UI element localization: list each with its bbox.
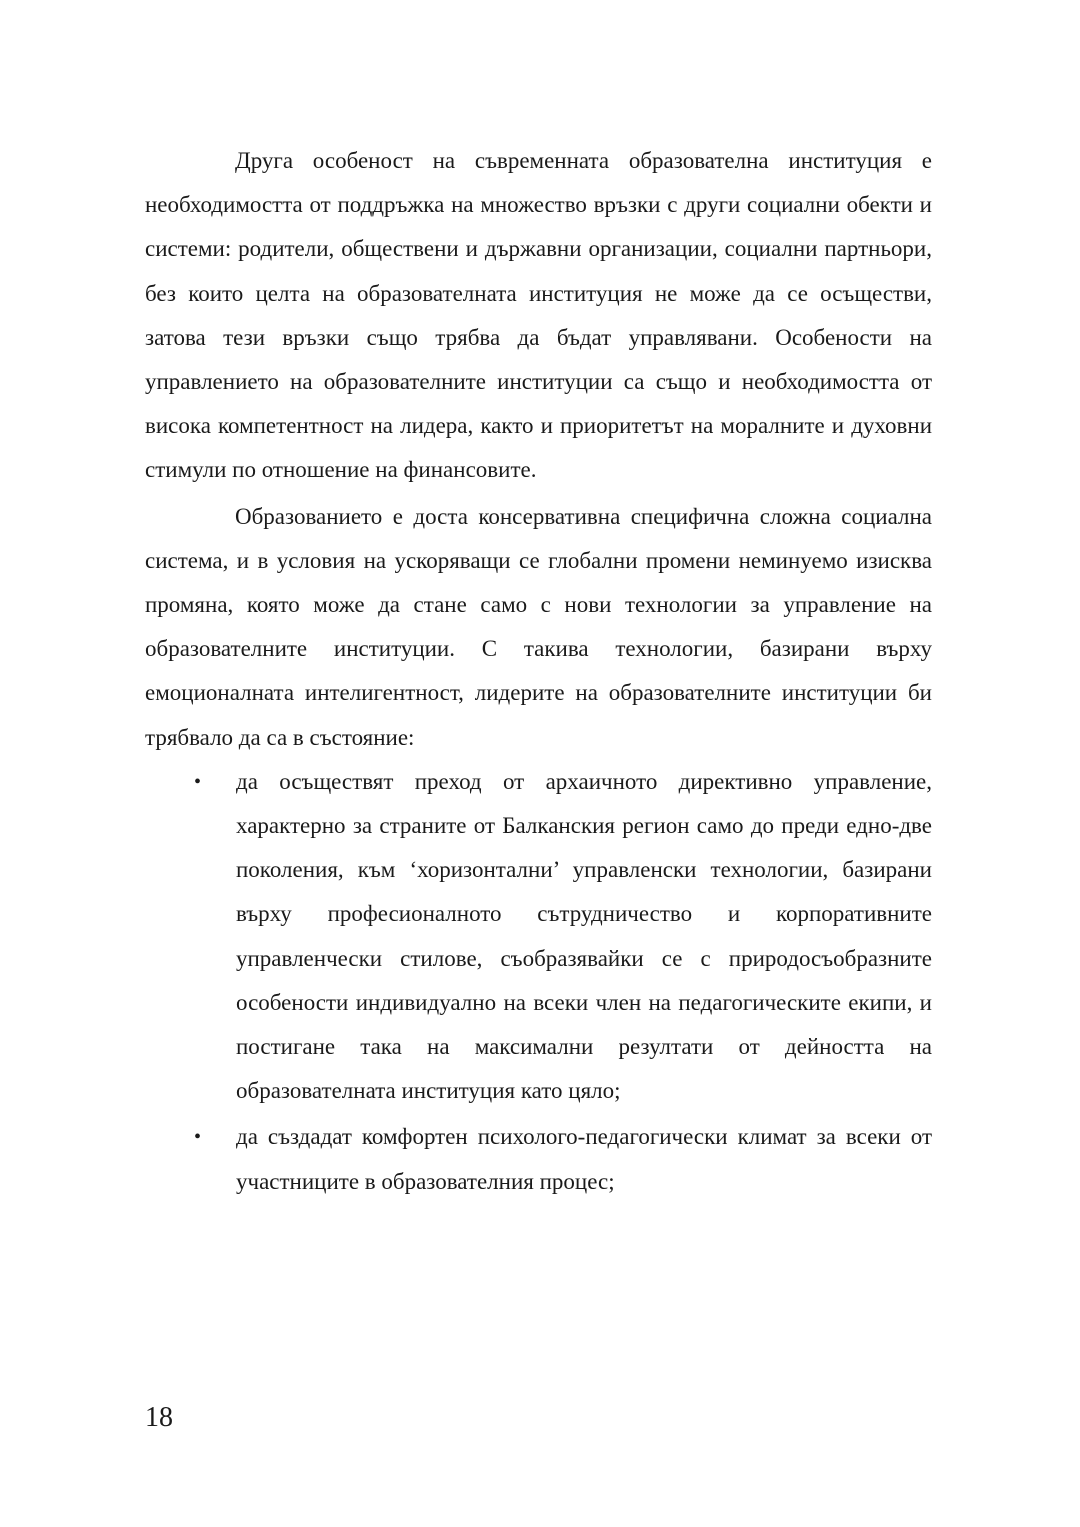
body-paragraph-2: Образованието е доста консервативна специфична сложна социална система, и в условия на ускоряващи се глобални промени неминуемо изисква промяна, която може да стане само с нови технологии за управление на образователните институции. С такива технологии, базирани върху емоционалната интелигентност, лидерите на образователните институции би трябвало да са в състояние: (145, 503, 932, 750)
page-number: 18 (145, 1402, 173, 1433)
list-item (145, 760, 932, 1114)
bullet-list (145, 760, 932, 1204)
bullet-icon: • (194, 770, 202, 793)
page-content (145, 139, 932, 1204)
list-item-text: да осъществят преход от архаичното директивно управление, характерно за страните от Балканския регион само до преди едно-две поколения, към ‘хоризонтални’ управленски технологии, базирани върху професионалното сътрудничество и корпоративните управленчески стилове, съобразявайки се с природосъобразните особености индивидуално на всеки член на педагогическите екипи, и постигане така на максимални резултати от дейността на образователната институция като цяло; (236, 768, 932, 1104)
list-item (145, 1115, 932, 1203)
body-paragraph-1: Друга особеност на съвременната образователна институция е необходимостта от поддръжка на множество връзки с други социални обекти и системи: родители, обществени и държавни организации, социални партньори, без които целта на образователната институция не може да се осъществи, затова тези връзки също трябва да бъдат управлявани. Особености на управлението на образователните институции са също и необходимостта от висока компетентност на лидера, както и приоритетът на моралните и духовни стимули по отношение на финансовите. (145, 148, 932, 483)
bullet-icon: • (194, 1126, 202, 1149)
list-item-text: да създадат комфортен психолого-педагогически климат за всеки от участниците в образователния процес; (236, 1124, 932, 1194)
